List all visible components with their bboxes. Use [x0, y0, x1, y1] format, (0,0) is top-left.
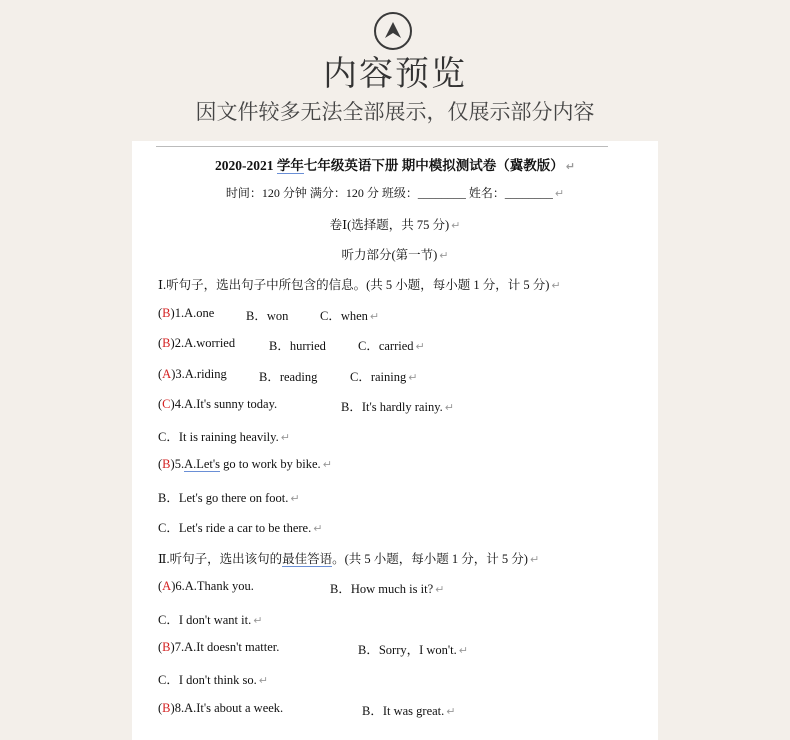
answer-2: B [162, 336, 171, 350]
question-7-option-c: C．I don't think so. ↵ [158, 673, 269, 687]
part2-instruction: Ⅱ.听句子，选出该句的最佳答语。(共 5 小题，每小题 1 分，计 5 分) ↵ [158, 552, 540, 566]
header-rule [156, 146, 608, 147]
banner-title: 内容预览 [323, 54, 467, 94]
question-8: (B)8.A.It's about a week. B．It was great. ↵ [158, 701, 456, 718]
answer-8: B [162, 701, 171, 715]
section-title: 卷Ⅰ(选择题，共 75 分) ↵ [329, 218, 461, 232]
up-arrow-icon [374, 12, 412, 50]
question-5-option-b: B．Let's go there on foot. ↵ [158, 491, 300, 505]
answer-3: A [162, 367, 172, 381]
banner-subtitle: 因文件较多无法全部展示，仅展示部分内容 [195, 100, 595, 124]
question-1: (B)1.A.one B．won C．when ↵ [158, 306, 380, 323]
answer-6: A [162, 579, 172, 593]
document-preview [132, 141, 658, 740]
question-5-option-c: C．Let's ride a car to be there. ↵ [158, 521, 323, 535]
doc-title: 2020-2021 学年七年级英语下册 期中模拟测试卷（冀教版） ↵ [215, 158, 575, 173]
question-2: (B)2.A.worried B．hurried C．carried ↵ [158, 336, 425, 353]
answer-5: B [162, 457, 171, 471]
answer-1: B [162, 306, 171, 320]
question-6-option-c: C．I don't want it. ↵ [158, 613, 263, 627]
question-7: (B)7.A.It doesn't matter. B．Sorry，I won't. ↵ [158, 640, 468, 657]
question-3: (A)3.A.riding B．reading C．raining ↵ [158, 367, 418, 384]
exam-info: 时间：120 分钟 满分：120 分 班级：________ 姓名：________ ↵ [225, 186, 565, 200]
question-6: (A)6.A.Thank you. B．How much is it? ↵ [158, 579, 445, 596]
answer-7: B [162, 640, 171, 654]
question-4-option-c: C．It is raining heavily. ↵ [158, 430, 290, 444]
answer-4: C [162, 397, 171, 411]
question-5: (B)5.A.Let's go to work by bike. ↵ [158, 457, 332, 471]
part1-instruction: Ⅰ.听句子，选出句子中所包含的信息。(共 5 小题，每小题 1 分，计 5 分) ↵ [158, 278, 561, 292]
question-4: (C)4.A.It's sunny today. B．It's hardly rainy. ↵ [158, 397, 454, 414]
listening-title: 听力部分(第一节) ↵ [341, 248, 449, 262]
